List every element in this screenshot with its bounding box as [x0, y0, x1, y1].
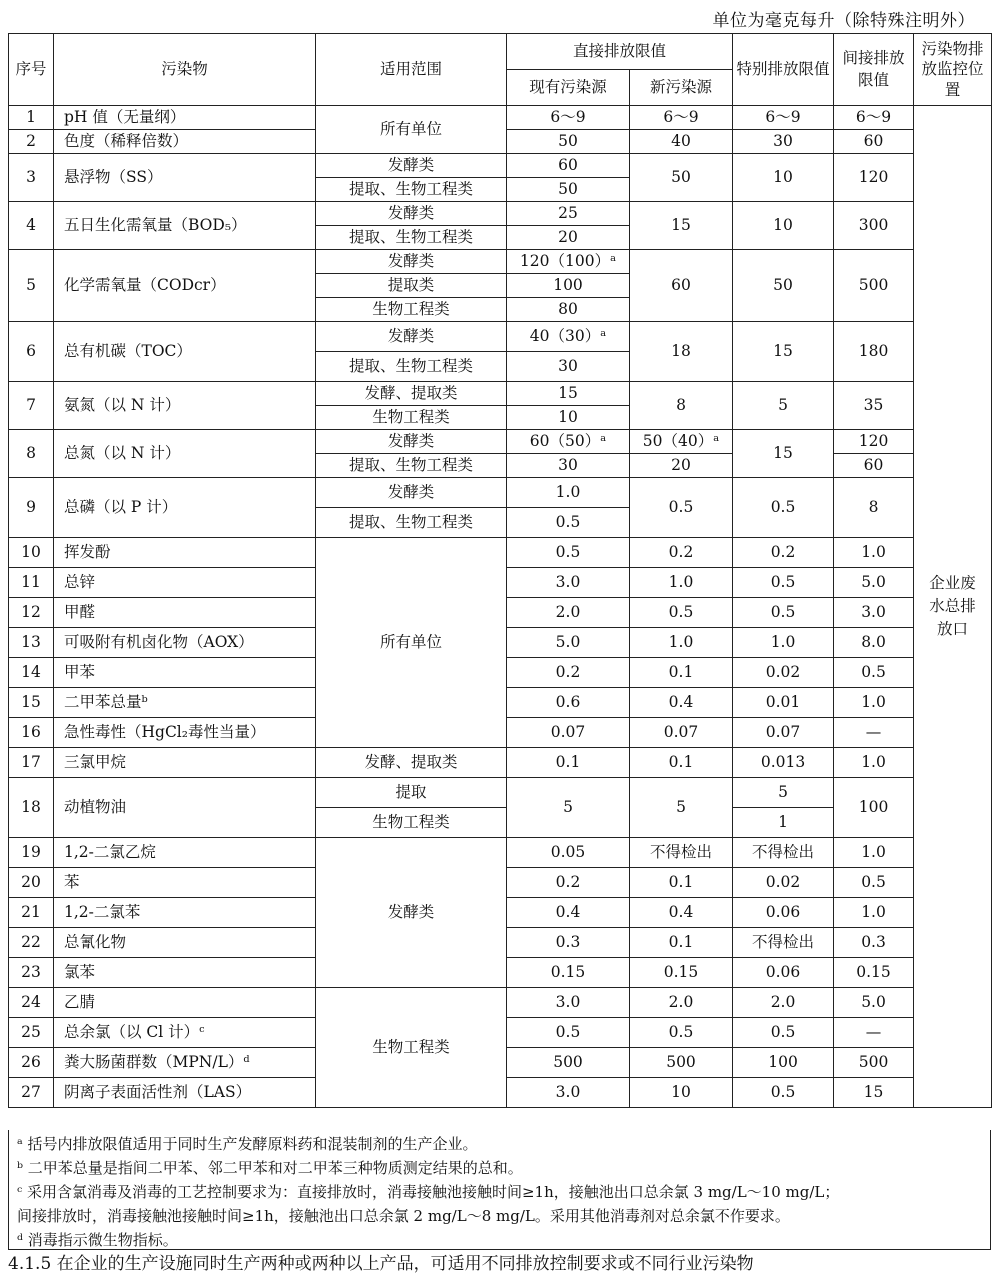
table-cell: 0.6: [507, 688, 630, 718]
table-cell: 不得检出: [733, 928, 834, 958]
table-cell: 25: [9, 1018, 54, 1048]
table-cell: 0.5: [733, 478, 834, 538]
table-row: [9, 988, 992, 1018]
table-cell: 三氯甲烷: [54, 748, 316, 778]
next-clause-text: 4.1.5 在企业的生产设施同时生产两种或两种以上产品，可适用不同排放控制要求或不同行业污染物: [8, 1254, 754, 1274]
table-cell: 0.2: [507, 868, 630, 898]
header-indirect: 间接排放限值: [834, 34, 914, 106]
table-cell: 0.5: [733, 1078, 834, 1108]
table-cell: 生物工程类: [316, 808, 507, 838]
table-cell: 0.4: [507, 898, 630, 928]
table-cell: 35: [834, 382, 914, 430]
table-cell: 12: [9, 598, 54, 628]
table-cell: 6～9: [733, 106, 834, 130]
table-cell: 6: [9, 322, 54, 382]
table-cell: 17: [9, 748, 54, 778]
table-cell: 5: [507, 778, 630, 838]
table-cell: 提取类: [316, 274, 507, 298]
table-cell: 10: [9, 538, 54, 568]
table-cell: 3.0: [507, 988, 630, 1018]
table-cell: 0.4: [630, 688, 733, 718]
table-cell: 0.5: [733, 598, 834, 628]
table-cell: 化学需氧量（CODcr）: [54, 250, 316, 322]
table-cell: 1.0: [630, 568, 733, 598]
table-cell: 50: [630, 154, 733, 202]
table-cell: —: [834, 1018, 914, 1048]
table-cell: 发酵类: [316, 478, 507, 508]
table-cell: 0.3: [834, 928, 914, 958]
table-cell: 6～9: [507, 106, 630, 130]
table-cell: 1.0: [733, 628, 834, 658]
table-cell: 提取、生物工程类: [316, 454, 507, 478]
table-cell: 提取、生物工程类: [316, 352, 507, 382]
table-row: [9, 748, 992, 778]
table-cell: 乙腈: [54, 988, 316, 1018]
table-cell: 1.0: [834, 748, 914, 778]
table-cell: 0.4: [630, 898, 733, 928]
table-cell: 5.0: [507, 628, 630, 658]
table-cell: 提取、生物工程类: [316, 226, 507, 250]
note-b: ᵇ 二甲苯总量是指间二甲苯、邻二甲苯和对二甲苯三种物质测定结果的总和。: [17, 1159, 523, 1177]
table-cell: 0.1: [630, 658, 733, 688]
table-cell: 20: [630, 454, 733, 478]
table-cell: 5: [733, 778, 834, 808]
table-cell: 1: [733, 808, 834, 838]
table-cell: 120: [834, 154, 914, 202]
table-cell: 500: [834, 1048, 914, 1078]
monitor-location-cell: 企业废水总排放口: [914, 106, 992, 1108]
table-cell: 0.01: [733, 688, 834, 718]
table-cell: 0.5: [834, 658, 914, 688]
table-cell: 15: [630, 202, 733, 250]
table-cell: 60（50）ᵃ: [507, 430, 630, 454]
table-cell: 20: [9, 868, 54, 898]
table-cell: 生物工程类: [316, 298, 507, 322]
table-cell: 18: [630, 322, 733, 382]
table-cell: 500: [834, 250, 914, 322]
table-cell: 24: [9, 988, 54, 1018]
table-cell: 6～9: [834, 106, 914, 130]
table-row: [9, 430, 992, 454]
emission-limits-table: [8, 33, 992, 1108]
table-cell: 发酵类: [316, 430, 507, 454]
table-cell: 15: [9, 688, 54, 718]
table-cell: pH 值（无量纲）: [54, 106, 316, 130]
table-cell: 5: [733, 382, 834, 430]
table-cell: 8.0: [834, 628, 914, 658]
table-cell: 10: [733, 154, 834, 202]
header-pollutant: 污染物: [54, 34, 316, 106]
table-cell: 14: [9, 658, 54, 688]
table-cell: 2.0: [507, 598, 630, 628]
table-row: [9, 838, 992, 868]
table-cell: 0.1: [630, 928, 733, 958]
table-cell: 发酵类: [316, 154, 507, 178]
table-cell: 0.06: [733, 958, 834, 988]
table-cell: 15: [507, 382, 630, 406]
table-cell: 生物工程类: [316, 988, 507, 1108]
table-cell: 阴离子表面活性剂（LAS）: [54, 1078, 316, 1108]
header-scope: 适用范围: [316, 34, 507, 106]
table-cell: 3.0: [507, 568, 630, 598]
table-cell: 提取、生物工程类: [316, 508, 507, 538]
table-cell: 26: [9, 1048, 54, 1078]
table-cell: 0.15: [507, 958, 630, 988]
table-cell: 60: [834, 130, 914, 154]
table-cell: 30: [507, 352, 630, 382]
table-cell: 色度（稀释倍数）: [54, 130, 316, 154]
note-c-cont: 间接排放时，消毒接触池接触时间≥1h，接触池出口总余氯 2 mg/L～8 mg/L。采用其他消毒剂对总余氯不作要求。: [17, 1207, 790, 1225]
table-cell: 总氰化物: [54, 928, 316, 958]
table-cell: 0.07: [507, 718, 630, 748]
header-special: 特别排放限值: [733, 34, 834, 106]
table-cell: 15: [834, 1078, 914, 1108]
table-cell: 1: [9, 106, 54, 130]
table-row: [9, 106, 992, 130]
table-cell: 五日生化需氧量（BOD₅）: [54, 202, 316, 250]
table-cell: 0.02: [733, 658, 834, 688]
table-cell: 动植物油: [54, 778, 316, 838]
table-cell: 15: [733, 322, 834, 382]
header-monitor: 污染物排放监控位置: [914, 34, 992, 106]
note-c: ᶜ 采用含氯消毒及消毒的工艺控制要求为：直接排放时，消毒接触池接触时间≥1h，接触池出口总余氯 3 mg/L～10 mg/L；: [17, 1183, 840, 1201]
table-cell: 3: [9, 154, 54, 202]
table-cell: 15: [733, 430, 834, 478]
table-cell: 300: [834, 202, 914, 250]
table-cell: 5: [630, 778, 733, 838]
table-row: [9, 382, 992, 406]
table-cell: 0.5: [507, 1018, 630, 1048]
table-cell: 11: [9, 568, 54, 598]
table-cell: 0.15: [834, 958, 914, 988]
table-cell: 60: [507, 154, 630, 178]
table-cell: 0.5: [507, 508, 630, 538]
table-cell: 苯: [54, 868, 316, 898]
table-row: [9, 538, 992, 568]
table-cell: 0.07: [733, 718, 834, 748]
note-a: ᵃ 括号内排放限值适用于同时生产发酵原料药和混装制剂的生产企业。: [17, 1135, 478, 1153]
table-row: [9, 250, 992, 274]
table-cell: 急性毒性（HgCl₂毒性当量）: [54, 718, 316, 748]
table-cell: 悬浮物（SS）: [54, 154, 316, 202]
table-cell: 0.5: [630, 598, 733, 628]
table-cell: 23: [9, 958, 54, 988]
table-cell: 0.15: [630, 958, 733, 988]
table-cell: 1.0: [834, 688, 914, 718]
table-cell: 粪大肠菌群数（MPN/L）ᵈ: [54, 1048, 316, 1078]
table-cell: 6～9: [630, 106, 733, 130]
table-cell: 21: [9, 898, 54, 928]
table-cell: 10: [733, 202, 834, 250]
table-cell: 500: [507, 1048, 630, 1078]
table-cell: 40（30）ᵃ: [507, 322, 630, 352]
table-cell: 0.5: [733, 568, 834, 598]
note-d: ᵈ 消毒指示微生物指标。: [17, 1231, 178, 1249]
table-cell: 1.0: [834, 838, 914, 868]
table-cell: 120（100）ᵃ: [507, 250, 630, 274]
table-cell: 5.0: [834, 988, 914, 1018]
table-cell: 80: [507, 298, 630, 322]
table-cell: 10: [507, 406, 630, 430]
table-cell: 25: [507, 202, 630, 226]
table-cell: 0.2: [630, 538, 733, 568]
table-cell: 0.013: [733, 748, 834, 778]
table-cell: 总磷（以 P 计）: [54, 478, 316, 538]
table-cell: 8: [630, 382, 733, 430]
table-cell: 总锌: [54, 568, 316, 598]
table-cell: 发酵类: [316, 250, 507, 274]
table-cell: 100: [733, 1048, 834, 1078]
table-cell: 0.05: [507, 838, 630, 868]
table-cell: 二甲苯总量ᵇ: [54, 688, 316, 718]
table-cell: 甲醛: [54, 598, 316, 628]
table-cell: 0.2: [733, 538, 834, 568]
table-row: [9, 322, 992, 352]
table-cell: 5.0: [834, 568, 914, 598]
table-cell: 50: [733, 250, 834, 322]
table-cell: 7: [9, 382, 54, 430]
table-cell: 8: [9, 430, 54, 478]
table-row: [9, 154, 992, 178]
table-cell: 0.5: [630, 478, 733, 538]
table-cell: 0.1: [630, 868, 733, 898]
table-cell: 40: [630, 130, 733, 154]
table-cell: 0.5: [733, 1018, 834, 1048]
table-cell: 发酵、提取类: [316, 382, 507, 406]
table-cell: 可吸附有机卤化物（AOX）: [54, 628, 316, 658]
table-cell: 1.0: [834, 898, 914, 928]
table-cell: 4: [9, 202, 54, 250]
table-cell: 发酵、提取类: [316, 748, 507, 778]
table-cell: 生物工程类: [316, 406, 507, 430]
table-cell: 发酵类: [316, 838, 507, 988]
table-cell: 100: [834, 778, 914, 838]
table-cell: 180: [834, 322, 914, 382]
table-cell: 2.0: [630, 988, 733, 1018]
table-cell: 60: [834, 454, 914, 478]
table-cell: 22: [9, 928, 54, 958]
table-cell: 30: [733, 130, 834, 154]
table-cell: 所有单位: [316, 538, 507, 748]
table-cell: 3.0: [834, 598, 914, 628]
table-cell: 120: [834, 430, 914, 454]
table-cell: 氯苯: [54, 958, 316, 988]
table-cell: 总余氯（以 Cl 计）ᶜ: [54, 1018, 316, 1048]
table-cell: 0.5: [507, 538, 630, 568]
table-cell: 0.3: [507, 928, 630, 958]
table-row: [9, 478, 992, 508]
table-row: [9, 778, 992, 808]
table-cell: 所有单位: [316, 106, 507, 154]
table-row: [9, 202, 992, 226]
table-cell: 2: [9, 130, 54, 154]
table-cell: 13: [9, 628, 54, 658]
table-cell: 8: [834, 478, 914, 538]
table-cell: 总氮（以 N 计）: [54, 430, 316, 478]
table-cell: 2.0: [733, 988, 834, 1018]
table-cell: 3.0: [507, 1078, 630, 1108]
table-cell: 30: [507, 454, 630, 478]
table-cell: 100: [507, 274, 630, 298]
table-cell: 不得检出: [733, 838, 834, 868]
table-cell: 总有机碳（TOC）: [54, 322, 316, 382]
table-cell: 0.5: [630, 1018, 733, 1048]
table-cell: 0.06: [733, 898, 834, 928]
table-cell: 50: [507, 178, 630, 202]
table-cell: 19: [9, 838, 54, 868]
table-cell: 50（40）ᵃ: [630, 430, 733, 454]
header-existing: 现有污染源: [507, 70, 630, 106]
table-cell: 0.02: [733, 868, 834, 898]
table-cell: 0.07: [630, 718, 733, 748]
table-cell: 60: [630, 250, 733, 322]
table-cell: 18: [9, 778, 54, 838]
table-cell: 50: [507, 130, 630, 154]
table-cell: 500: [630, 1048, 733, 1078]
table-cell: 提取: [316, 778, 507, 808]
table-cell: 挥发酚: [54, 538, 316, 568]
table-cell: 1,2-二氯苯: [54, 898, 316, 928]
table-cell: 5: [9, 250, 54, 322]
table-cell: 10: [630, 1078, 733, 1108]
table-cell: 1.0: [507, 478, 630, 508]
table-cell: 1.0: [834, 538, 914, 568]
table-cell: 发酵类: [316, 322, 507, 352]
table-cell: 16: [9, 718, 54, 748]
table-cell: 氨氮（以 N 计）: [54, 382, 316, 430]
table-cell: 不得检出: [630, 838, 733, 868]
header-direct: 直接排放限值: [507, 34, 733, 70]
table-cell: —: [834, 718, 914, 748]
table-notes: [8, 1130, 991, 1250]
table-cell: 提取、生物工程类: [316, 178, 507, 202]
table-cell: 9: [9, 478, 54, 538]
table-cell: 1,2-二氯乙烷: [54, 838, 316, 868]
table-cell: 甲苯: [54, 658, 316, 688]
table-cell: 0.5: [834, 868, 914, 898]
table-cell: 1.0: [630, 628, 733, 658]
unit-note: 单位为毫克每升（除特殊注明外）: [712, 11, 975, 31]
table-cell: 0.1: [507, 748, 630, 778]
header-seq: 序号: [9, 34, 54, 106]
table-cell: 0.2: [507, 658, 630, 688]
table-cell: 0.1: [630, 748, 733, 778]
table-cell: 20: [507, 226, 630, 250]
header-new: 新污染源: [630, 70, 733, 106]
table-cell: 27: [9, 1078, 54, 1108]
table-cell: 发酵类: [316, 202, 507, 226]
